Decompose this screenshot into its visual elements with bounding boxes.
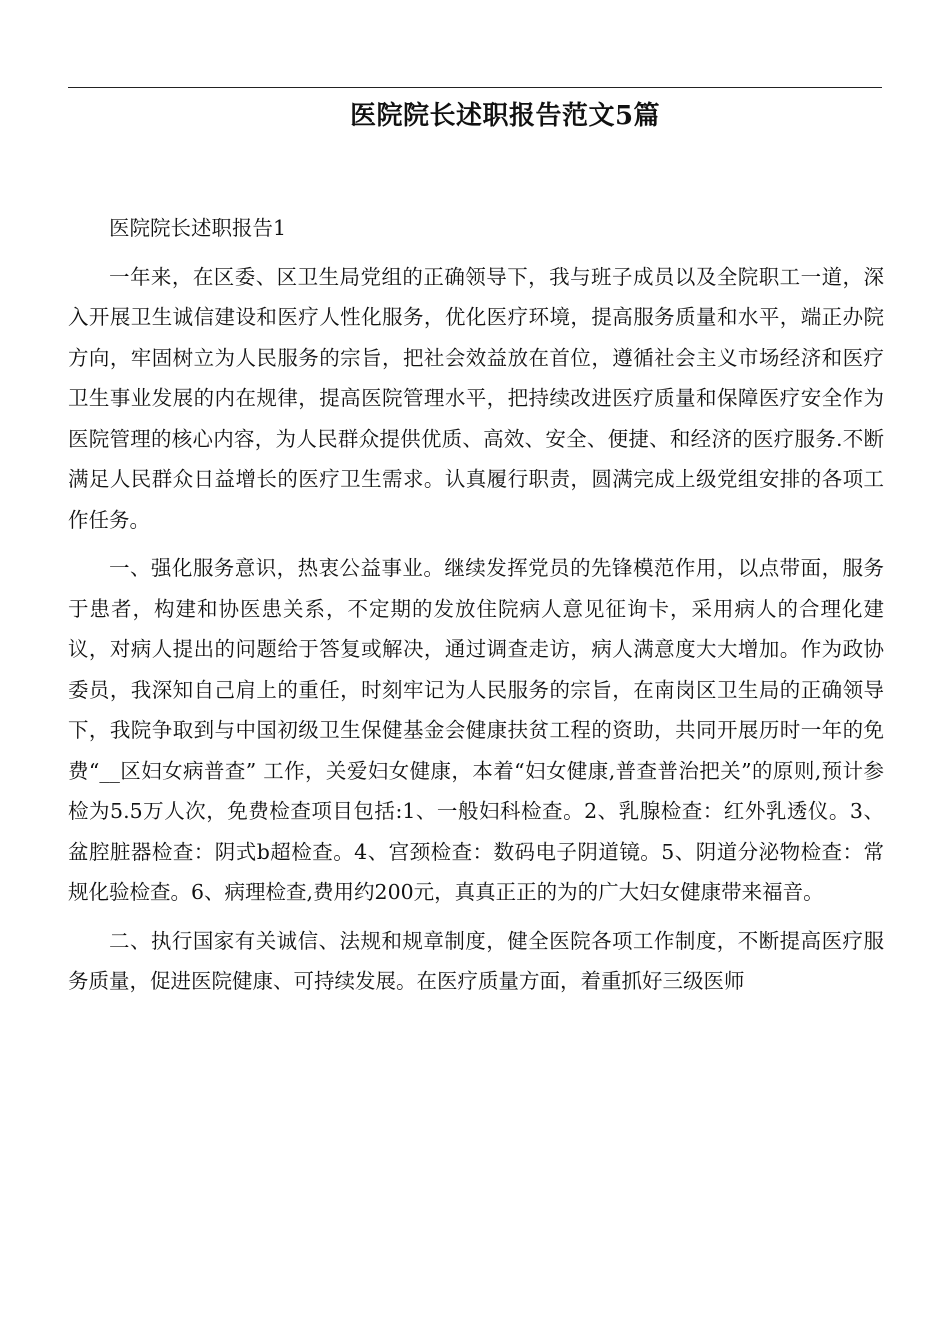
document-body: [68, 208, 884, 1002]
paragraph-intro: 一年来，在区委、区卫生局党组的正确领导下，我与班子成员以及全院职工一道，深入开展卫生诚信建设和医疗人性化服务，优化医疗环境，提高服务质量和水平，端正办院方向，牢固树立为人民服务的宗旨，把社会效益放在首位，遵循社会主义市场经济和医疗卫生事业发展的内在规律，提高医院管理水平，把持续改进医疗质量和保障医疗安全作为医院管理的核心内容，为人民群众提供优质、高效、安全、便捷、和经济的医疗服务.不断满足人民群众日益增长的医疗卫生需求。认真履行职责，圆满完成上级党组安排的各项工作任务。: [68, 264, 884, 532]
paragraph-section-1: 一、强化服务意识，热衷公益事业。继续发挥党员的先锋模范作用，以点带面，服务于患者，构建和协医患关系，不定期的发放住院病人意见征询卡，采用病人的合理化建议，对病人提出的问题给于答复或解决，通过调查走访，病人满意度大大增加。作为政协委员，我深知自己肩上的重任，时刻牢记为人民服务的宗旨，在南岗区卫生局的正确领导下，我院争取到与中国初级卫生保健基金会健康扶贫工程的资助，共同开展历时一年的免费“__区妇女病普查” 工作，关爱妇女健康，本着“妇女健康,普查普治把关”的原则,预计参检为5.5万人次，免费检查项目包括:1、一般妇科检查。2、乳腺检查：红外乳透仪。3、盆腔脏器检查：阴式b超检查。4、宫颈检查：数码电子阴道镜。5、阴道分泌物检查：常规化验检查。6、病理检查,费用约200元，真真正正的为的广大妇女健康带来福音。: [68, 556, 884, 904]
section-heading: 医院院长述职报告1: [109, 216, 287, 240]
header-rule: [68, 87, 882, 88]
document-title: 医院院长述职报告范文5篇: [349, 101, 661, 131]
paragraph-section-2: 二、执行国家有关诚信、法规和规章制度，健全医院各项工作制度，不断提高医疗服务质量，促进医院健康、可持续发展。在医疗质量方面，着重抓好三级医师: [68, 928, 884, 993]
